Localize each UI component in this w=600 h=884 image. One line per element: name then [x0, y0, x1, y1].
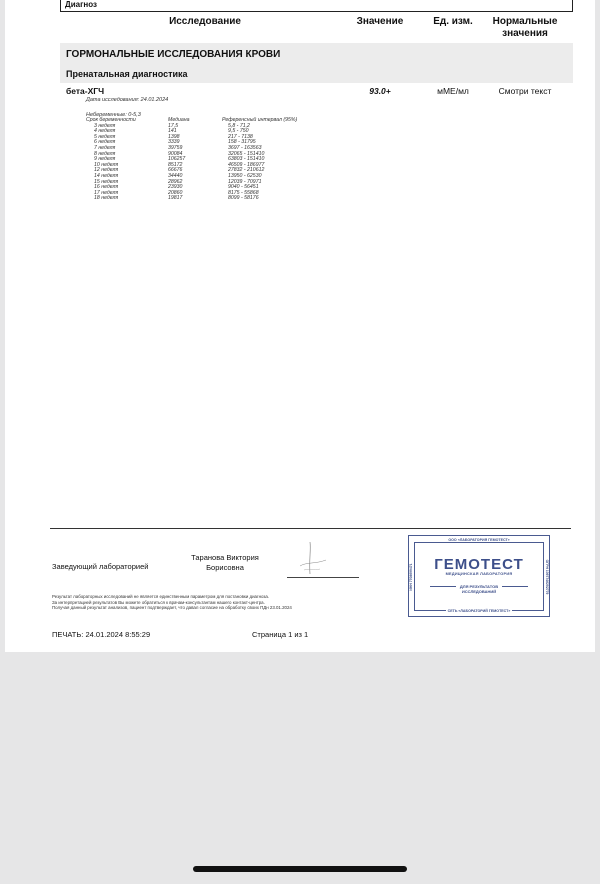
reference-term: 6 неделя — [94, 139, 116, 146]
reference-header-term: Срок беременности — [86, 117, 136, 123]
reference-median: 106257 — [168, 156, 186, 163]
report-page — [5, 0, 595, 652]
reference-term: 10 неделя — [94, 161, 119, 168]
disclaimer-line: За интерпретацией результатов Вы можете обратиться к врачам-консультантам нашего контакт-центра. — [52, 599, 265, 605]
print-timestamp: ПЕЧАТЬ: 24.01.2024 8:55:29 — [52, 630, 151, 639]
reference-interval: 32065 - 151410 — [228, 150, 265, 157]
stamp-inner-frame — [409, 538, 549, 613]
column-header-test: Исследование — [169, 16, 241, 27]
column-header-unit: Ед. изм. — [433, 16, 473, 27]
stamp-right-text: ОГРН 1097746252779 — [545, 559, 549, 594]
reference-median: 19817 — [168, 195, 183, 202]
reference-median: 39759 — [168, 144, 183, 151]
reference-table — [86, 118, 318, 202]
reference-term: 18 неделя — [94, 195, 119, 202]
reference-interval: 5,8 - 71,2 — [228, 122, 250, 129]
lab-stamp — [408, 535, 550, 617]
result-norm: Смотри текст — [498, 86, 552, 96]
reference-term: 16 неделя — [94, 184, 119, 191]
reference-term: 12 неделя — [94, 167, 119, 174]
column-header-norm: Нормальные значения — [492, 16, 558, 39]
result-value: 93.0+ — [369, 86, 391, 96]
signer-name: Таранова Виктория Борисовна — [191, 553, 259, 572]
stamp-left-text: ИНН 7708699471 — [409, 562, 413, 591]
reference-header-interval: Референсный интервал (95%) — [222, 117, 298, 123]
reference-median: 141 — [168, 128, 177, 135]
disclaimer-line: Получая данный результат анализов, пациент подтверждает, что давал согласие на обработку своих ПДн 23.01.2024 — [52, 605, 292, 611]
reference-header-median: Медиана — [168, 117, 190, 123]
page-number: Страница 1 из 1 — [252, 630, 309, 639]
reference-interval: 158 - 31795 — [228, 139, 256, 146]
reference-interval: 63803 - 151410 — [228, 156, 265, 163]
column-header-value: Значение — [356, 16, 404, 27]
reference-median: 90084 — [168, 150, 183, 157]
reference-term: 4 неделя — [94, 128, 116, 135]
stamp-subtitle: МЕДИЦИНСКАЯ ЛАБОРАТОРИЯ — [445, 572, 513, 576]
reference-interval: 13950 - 62530 — [228, 172, 262, 179]
reference-interval: 8175 - 55868 — [228, 189, 259, 196]
reference-median: 17,5 — [168, 122, 179, 129]
reference-median: 3339 — [168, 139, 180, 146]
result-date: Дата исследования: 24.01.2024 — [86, 97, 169, 103]
reference-median: 20860 — [168, 189, 183, 196]
stamp-results-label: ДЛЯ РЕЗУЛЬТАТОВ ИССЛЕДОВАНИЙ — [415, 584, 543, 594]
diagnosis-box — [60, 0, 573, 12]
reference-median: 23930 — [168, 184, 183, 191]
diagnosis-label: Диагноз — [65, 0, 97, 9]
reference-table-body — [86, 124, 318, 202]
reference-median: 28962 — [168, 178, 183, 185]
reference-term: 17 неделя — [94, 189, 119, 196]
signature-line — [287, 577, 359, 578]
result-unit: мМЕ/мл — [437, 86, 469, 96]
stamp-bottom-text: СЕТЬ «ЛАБОРАТОРИЙ ГЕМОТЕСТ» — [447, 609, 511, 613]
reference-term: 15 неделя — [94, 178, 119, 185]
subsection-title: Пренатальная диагностика — [66, 69, 188, 79]
reference-term: 3 неделя — [94, 122, 116, 129]
signature-mark — [292, 540, 332, 578]
reference-median: 85172 — [168, 161, 183, 168]
reference-interval: 9,5 - 750 — [228, 128, 249, 135]
disclaimer-line: Результат лабораторных исследований не является единственным параметром для постановки диагноза. — [52, 594, 270, 599]
reference-term: 14 неделя — [94, 172, 119, 179]
head-of-lab-label: Заведующий лабораторией — [52, 562, 149, 571]
section-header — [60, 43, 573, 83]
reference-interval: 12039 - 70971 — [228, 178, 262, 185]
reference-interval: 3697 - 163563 — [228, 144, 262, 151]
reference-term: 7 неделя — [94, 144, 116, 151]
home-indicator[interactable] — [193, 866, 407, 872]
reference-interval: 217 - 7138 — [228, 133, 253, 140]
reference-median: 1398 — [168, 133, 180, 140]
stamp-top-text: ООО «ЛАБОРАТОРИЯ ГЕМОТЕСТ» — [448, 538, 510, 542]
stamp-brand: ГЕМОТЕСТ — [434, 556, 524, 573]
result-test-name: бета-ХГЧ — [66, 86, 105, 96]
section-title: ГОРМОНАЛЬНЫЕ ИССЛЕДОВАНИЯ КРОВИ — [66, 49, 281, 60]
reference-median: 66676 — [168, 167, 183, 174]
reference-interval: 46509 - 186977 — [228, 161, 265, 168]
footer-divider — [50, 528, 571, 529]
disclaimer — [52, 594, 392, 611]
reference-row — [86, 196, 318, 202]
reference-term: 9 неделя — [94, 156, 116, 163]
reference-interval: 9040 - 56451 — [228, 184, 259, 191]
reference-interval: 8099 - 58176 — [228, 195, 259, 202]
reference-term: 8 неделя — [94, 150, 116, 157]
reference-term: 5 неделя — [94, 133, 116, 140]
reference-interval: 27832 - 210612 — [228, 167, 265, 174]
reference-median: 34440 — [168, 172, 183, 179]
reference-non-pregnant: Небеременные: 0-5,3 — [86, 112, 141, 118]
